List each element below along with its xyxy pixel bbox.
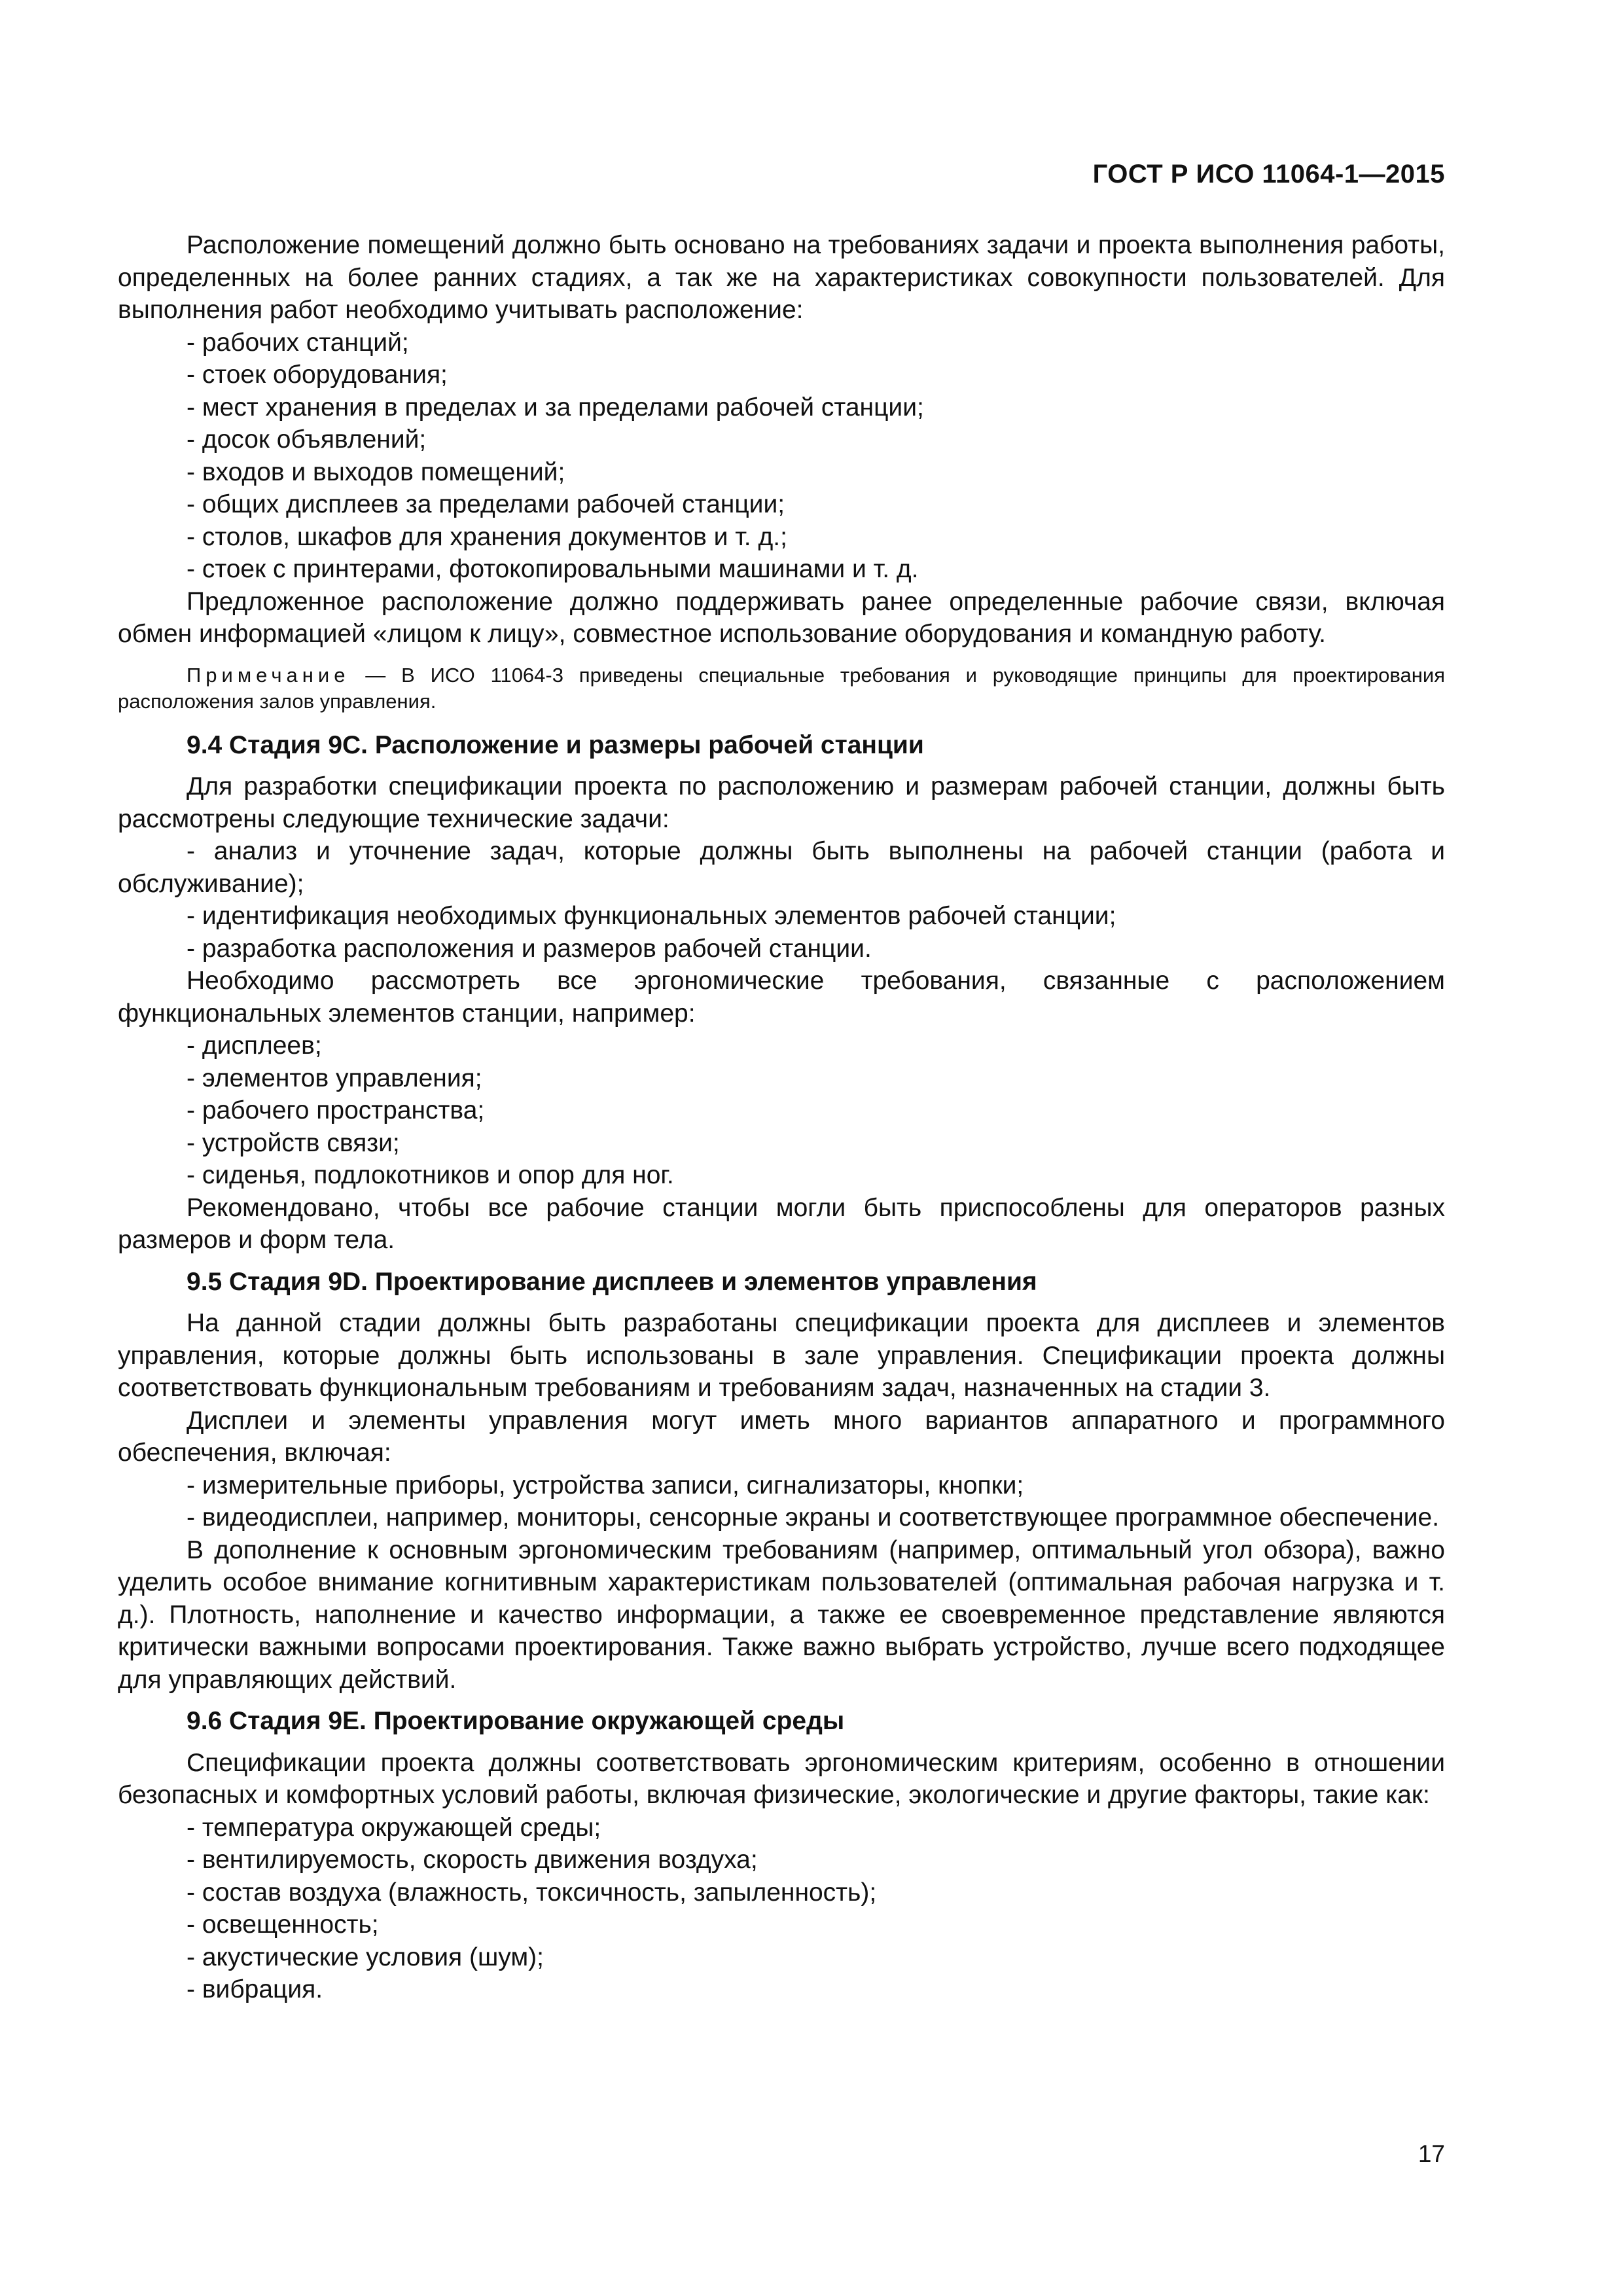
paragraph: Дисплеи и элементы управления могут иметь много вариантов аппаратного и программного обеспечения, включая:	[118, 1406, 1445, 1467]
section-heading-9-4: 9.4 Стадия 9С. Расположение и размеры рабочей станции	[187, 730, 924, 759]
list-item: - вибрация.	[187, 1975, 323, 2003]
list-item: - рабочих станций;	[187, 328, 409, 357]
paragraph: Спецификации проекта должны соответствовать эргономическим критериям, особенно в отношении безопасных и комфортных условий работы, включая физические, экологические и другие факторы, такие как:	[118, 1748, 1445, 1809]
list-item: - видеодисплеи, например, мониторы, сенсорные экраны и соответствующее программное обеспечение.	[187, 1503, 1440, 1532]
list-item: - стоек оборудования;	[187, 361, 448, 389]
paragraph: На данной стадии должны быть разработаны спецификации проекта для дисплеев и элементов управления, которые должны быть использованы в зале управления. Спецификации проекта должны соответствовать функциональным требованиям и требованиям задач, назначенных на стадии 3.	[118, 1309, 1445, 1402]
page-number: 17	[1418, 2140, 1445, 2167]
document-code: ГОСТ Р ИСО 11064-1—2015	[1092, 160, 1445, 188]
list-item: - освещенность;	[187, 1910, 379, 1939]
list-item: - общих дисплеев за пределами рабочей станции;	[187, 490, 785, 518]
paragraph: Необходимо рассмотреть все эргономические требования, связанные с расположением функциональных элементов станции, например:	[118, 967, 1445, 1028]
list-item: - измерительные приборы, устройства записи, сигнализаторы, кнопки;	[187, 1471, 1024, 1499]
note-text: — В ИСО 11064-3 приведены специальные требования и руководящие принципы для проектирования расположения залов управления.	[118, 663, 1445, 713]
list-item: - вентилируемость, скорость движения воздуха;	[187, 1846, 758, 1874]
list-item: - столов, шкафов для хранения документов и т. д.;	[187, 522, 787, 551]
list-item: - элементов управления;	[187, 1064, 482, 1092]
list-item: - стоек с принтерами, фотокопировальными машинами и т. д.	[187, 555, 919, 583]
list-item: - анализ и уточнение задач, которые должны быть выполнены на рабочей станции (работа и обслуживание);	[118, 837, 1445, 898]
paragraph: В дополнение к основным эргономическим требованиям (например, оптимальный угол обзора), важно уделить особое внимание когнитивным характеристикам пользователей (оптимальная рабочая нагрузка и т. д.). Плотность, наполнение и качество информации, а также ее своевременное представление являются критически важными вопросами проектирования. Также важно выбрать устройство, лучше всего подходящее для управляющих действий.	[118, 1535, 1445, 1694]
list-item: - идентификация необходимых функциональных элементов рабочей станции;	[187, 902, 1116, 930]
section-heading-9-6: 9.6 Стадия 9Е. Проектирование окружающей среды	[187, 1707, 845, 1735]
list-item: - устройств связи;	[187, 1128, 400, 1157]
section-heading-9-5: 9.5 Стадия 9D. Проектирование дисплеев и элементов управления	[187, 1267, 1037, 1296]
paragraph: Расположение помещений должно быть основано на требованиях задачи и проекта выполнения работы, определенных на более ранних стадиях, а так же на характеристиках совокупности пользователей. Для выполнения работ необходимо учитывать расположение:	[118, 231, 1445, 324]
list-item: - мест хранения в пределах и за пределами рабочей станции;	[187, 393, 924, 422]
paragraph: Рекомендовано, чтобы все рабочие станции могли быть приспособлены для операторов разных размеров и форм тела.	[118, 1193, 1445, 1254]
list-item: - рабочего пространства;	[187, 1096, 485, 1124]
list-item: - разработка расположения и размеров рабочей станции.	[187, 934, 872, 963]
list-item: - сиденья, подлокотников и опор для ног.	[187, 1161, 674, 1189]
list-item: - акустические условия (шум);	[187, 1943, 544, 1971]
list-item: - дисплеев;	[187, 1031, 322, 1060]
note-label: Примечание	[187, 663, 350, 687]
paragraph: Предложенное расположение должно поддерживать ранее определенные рабочие связи, включая обмен информацией «лицом к лицу», совместное использование оборудования и командную работу.	[118, 587, 1445, 648]
list-item: - температура окружающей среды;	[187, 1813, 601, 1842]
list-item: - входов и выходов помещений;	[187, 457, 565, 486]
list-item: - досок объявлений;	[187, 425, 427, 454]
note	[118, 662, 1445, 715]
list-item: - состав воздуха (влажность, токсичность, запыленность);	[187, 1878, 877, 1907]
page-content	[118, 229, 1445, 2006]
paragraph: Для разработки спецификации проекта по расположению и размерам рабочей станции, должны быть рассмотрены следующие технические задачи:	[118, 772, 1445, 833]
